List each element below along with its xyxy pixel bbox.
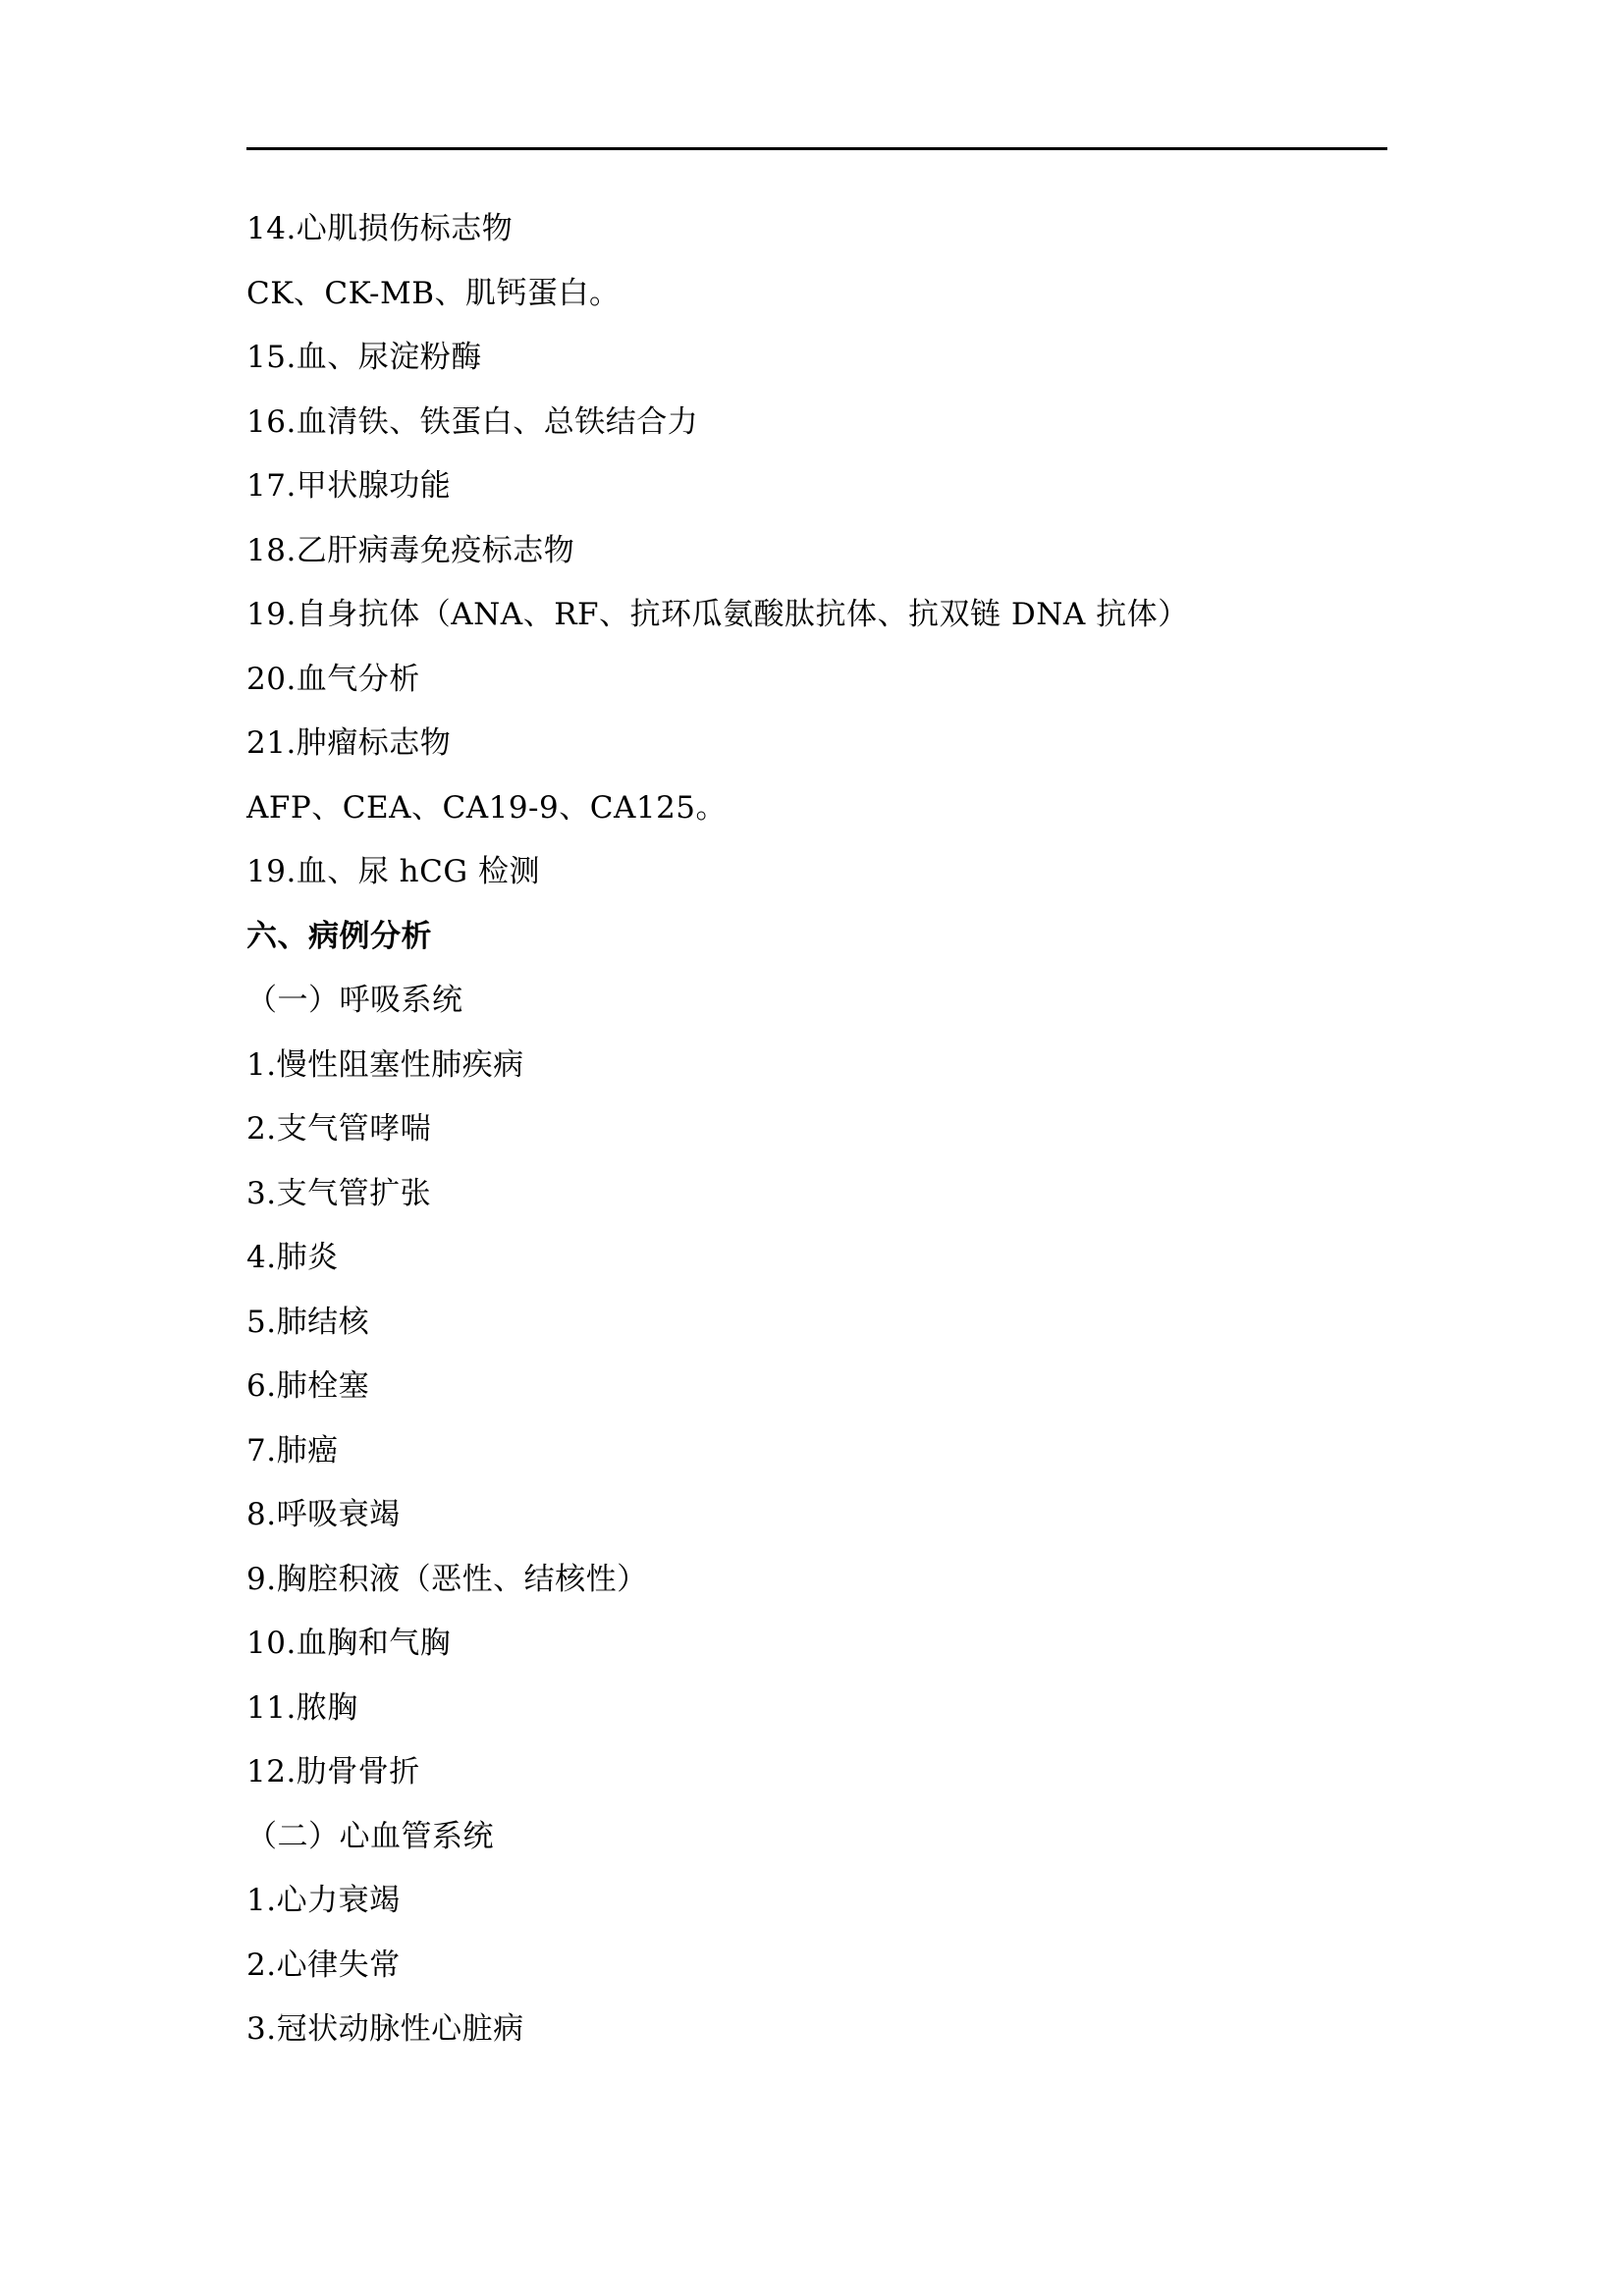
- list-item: 15.血、尿淀粉酶: [246, 340, 482, 375]
- list-item: 17.甲状腺功能: [246, 468, 452, 504]
- list-item: 12.肋骨骨折: [246, 1754, 420, 1789]
- list-item: 19.血、尿 hCG 检测: [246, 854, 540, 889]
- section-heading: 六、病例分析: [246, 918, 432, 954]
- list-item: 3.支气管扩张: [246, 1175, 432, 1211]
- subsection-heading: （一）呼吸系统: [246, 983, 463, 1018]
- list-item: 1.慢性阻塞性肺疾病: [246, 1046, 524, 1083]
- list-item: 8.呼吸衰竭: [246, 1497, 401, 1532]
- header-rule: [246, 147, 1387, 150]
- subsection-heading: （二）心血管系统: [246, 1818, 494, 1854]
- list-item: 11.脓胸: [246, 1689, 358, 1726]
- list-item: 2.心律失常: [246, 1947, 401, 1983]
- list-item: 2.支气管哮喘: [246, 1111, 432, 1147]
- list-item: 6.肺栓塞: [246, 1368, 370, 1404]
- list-item: 9.胸腔积液（恶性、结核性）: [246, 1561, 648, 1597]
- list-item: 10.血胸和气胸: [246, 1626, 452, 1661]
- list-item: 7.肺癌: [246, 1432, 339, 1468]
- list-item: 19.自身抗体（ANA、RF、抗环瓜氨酸肽抗体、抗双链 DNA 抗体）: [246, 597, 1189, 632]
- list-item: CK、CK-MB、肌钙蛋白。: [246, 275, 621, 311]
- list-item: 5.肺结核: [246, 1304, 370, 1340]
- list-item: 16.血清铁、铁蛋白、总铁结合力: [246, 403, 699, 440]
- list-item: 4.肺炎: [246, 1240, 339, 1275]
- list-item: AFP、CEA、CA19-9、CA125。: [246, 789, 728, 826]
- document-body: [246, 202, 1387, 2067]
- list-item: 3.冠状动脉性心脏病: [246, 2011, 524, 2047]
- list-item: 1.心力衰竭: [246, 1883, 401, 1918]
- list-item: 20.血气分析: [246, 661, 420, 697]
- list-item: 21.肿瘤标志物: [246, 725, 452, 761]
- list-item: 18.乙肝病毒免疫标志物: [246, 532, 575, 568]
- list-item: 14.心肌损伤标志物: [246, 211, 514, 246]
